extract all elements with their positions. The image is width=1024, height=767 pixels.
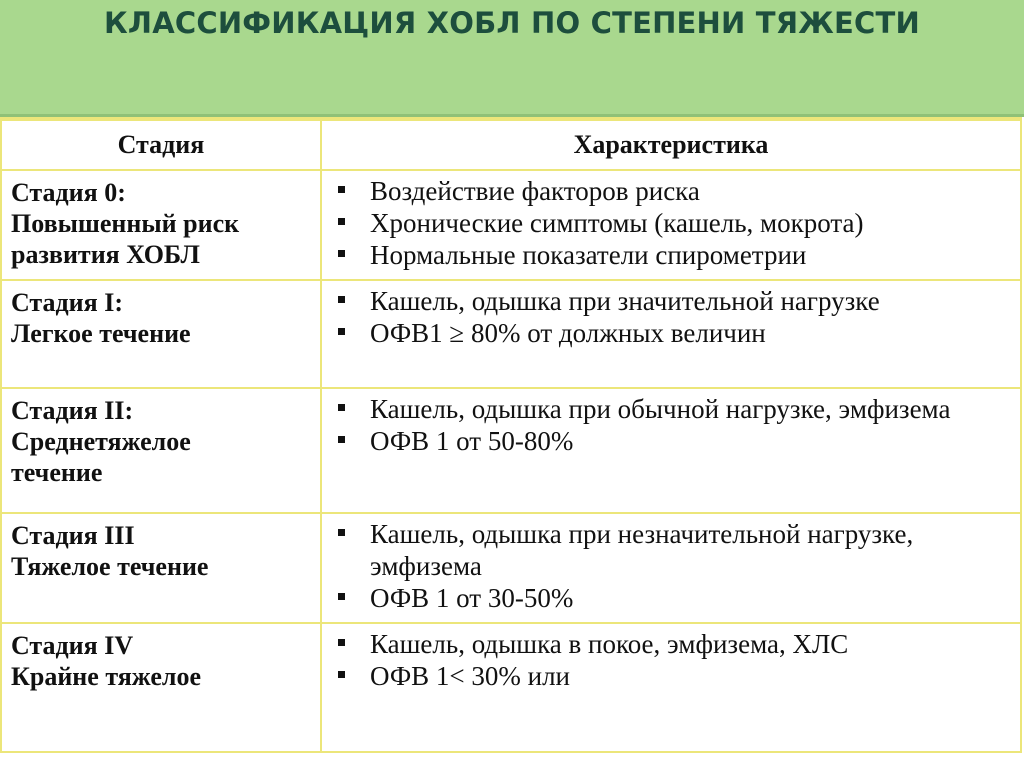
stage-line: Стадия IV xyxy=(11,631,134,660)
table-row xyxy=(1,280,1021,388)
stage-line: Среднетяжелое xyxy=(11,427,191,456)
characteristics-cell xyxy=(321,388,1021,513)
bullet-item: Кашель, одышка при значительной нагрузке xyxy=(336,285,1014,317)
stage-cell xyxy=(1,170,321,280)
header-characteristics: Характеристика xyxy=(321,119,1021,170)
stage-line: Крайне тяжелое xyxy=(11,662,201,691)
stage-line: течение xyxy=(11,458,103,487)
bullet-item: ОФВ 1< 30% или xyxy=(336,660,1014,692)
bullet-item: Кашель, одышка в покое, эмфизема, ХЛС xyxy=(336,628,1014,660)
table-row xyxy=(1,170,1021,280)
stage-cell xyxy=(1,623,321,752)
stage-line: Стадия II: xyxy=(11,396,134,425)
bullet-item: Нормальные показатели спирометрии xyxy=(336,239,1014,271)
bullet-item: Кашель, одышка при обычной нагрузке, эмфизема xyxy=(336,393,1014,425)
stage-line: Повышенный риск xyxy=(11,209,240,238)
stage-line: Тяжелое течение xyxy=(11,552,209,581)
table-row xyxy=(1,623,1021,752)
header-stage: Стадия xyxy=(1,119,321,170)
table-row xyxy=(1,513,1021,623)
stage-line: Стадия I: xyxy=(11,288,123,317)
stage-line: Стадия 0: xyxy=(11,178,126,207)
bullet-item: Кашель, одышка при незначительной нагрузке, эмфизема xyxy=(336,518,1014,582)
page-title: КЛАССИФИКАЦИЯ ХОБЛ ПО СТЕПЕНИ ТЯЖЕСТИ xyxy=(104,6,920,40)
bullet-item: Хронические симптомы (кашель, мокрота) xyxy=(336,207,1014,239)
bullet-item: ОФВ1 ≥ 80% от должных величин xyxy=(336,317,1014,349)
stage-cell xyxy=(1,280,321,388)
stage-cell xyxy=(1,388,321,513)
stage-line: развития ХОБЛ xyxy=(11,240,200,269)
characteristics-cell xyxy=(321,280,1021,388)
table-header-row xyxy=(1,119,1021,170)
stage-line: Легкое течение xyxy=(11,319,191,348)
characteristics-cell xyxy=(321,623,1021,752)
stage-line: Стадия III xyxy=(11,521,135,550)
characteristics-cell xyxy=(321,170,1021,280)
copd-classification-table xyxy=(0,117,1022,753)
stage-cell xyxy=(1,513,321,623)
bullet-item: ОФВ 1 от 50-80% xyxy=(336,425,1014,457)
title-bar xyxy=(0,0,1024,117)
bullet-item: Воздействие факторов риска xyxy=(336,175,1014,207)
characteristics-cell xyxy=(321,513,1021,623)
bullet-item: ОФВ 1 от 30-50% xyxy=(336,582,1014,614)
table-row xyxy=(1,388,1021,513)
